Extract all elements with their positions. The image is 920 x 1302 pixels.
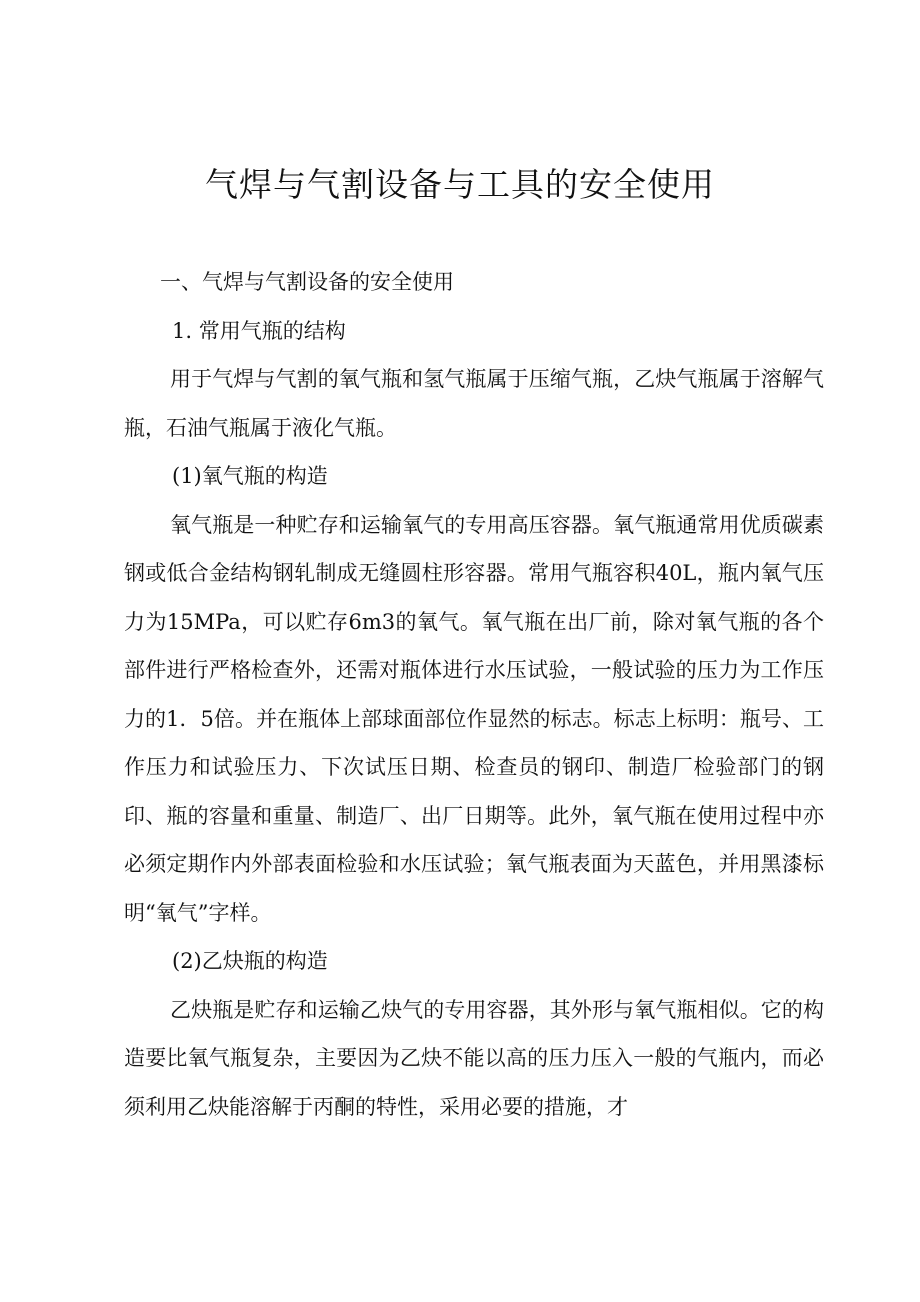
subsection-heading: 1. 常用气瓶的结构 <box>172 318 346 343</box>
paragraph: 乙炔瓶是贮存和运输乙炔气的专用容器，其外形与氧气瓶相似。它的构造要比氧气瓶复杂，主要因为乙炔不能以高的压力压入一般的气瓶内，而必须利用乙炔能溶解于丙酮的特性，采用必要的措施，才 <box>124 997 824 1119</box>
subsection-heading: (2)乙炔瓶的构造 <box>172 949 328 973</box>
paragraph: 用于气焊与气割的氧气瓶和氢气瓶属于压缩气瓶，乙炔气瓶属于溶解气瓶，石油气瓶属于液化气瓶。 <box>124 367 824 440</box>
section-heading: 一、气焊与气割设备的安全使用 <box>160 270 454 294</box>
document-body <box>124 258 824 1131</box>
paragraph: 氧气瓶是一种贮存和运输氧气的专用高压容器。氧气瓶通常用优质碳素钢或低合金结构钢轧制成无缝圆柱形容器。常用气瓶容积40L，瓶内氧气压力为15MPa，可以贮存6m3的氧气。氧气瓶在出厂前，除对氧气瓶的各个部件进行严格检查外，还需对瓶体进行水压试验，一般试验的压力为工作压力的1．5倍。并在瓶体上部球面部位作显然的标志。标志上标明：瓶号、工作压力和试验压力、下次试压日期、检查员的钢印、制造厂检验部门的钢印、瓶的容量和重量、制造厂、出厂日期等。此外，氧气瓶在使用过程中亦必须定期作内外部表面检验和水压试验；氧气瓶表面为天蓝色，并用黑漆标明“氧气”字样。 <box>124 512 824 925</box>
subsection-heading: (1)氧气瓶的构造 <box>172 464 328 488</box>
document-title: 气焊与气割设备与工具的安全使用 <box>205 165 715 204</box>
